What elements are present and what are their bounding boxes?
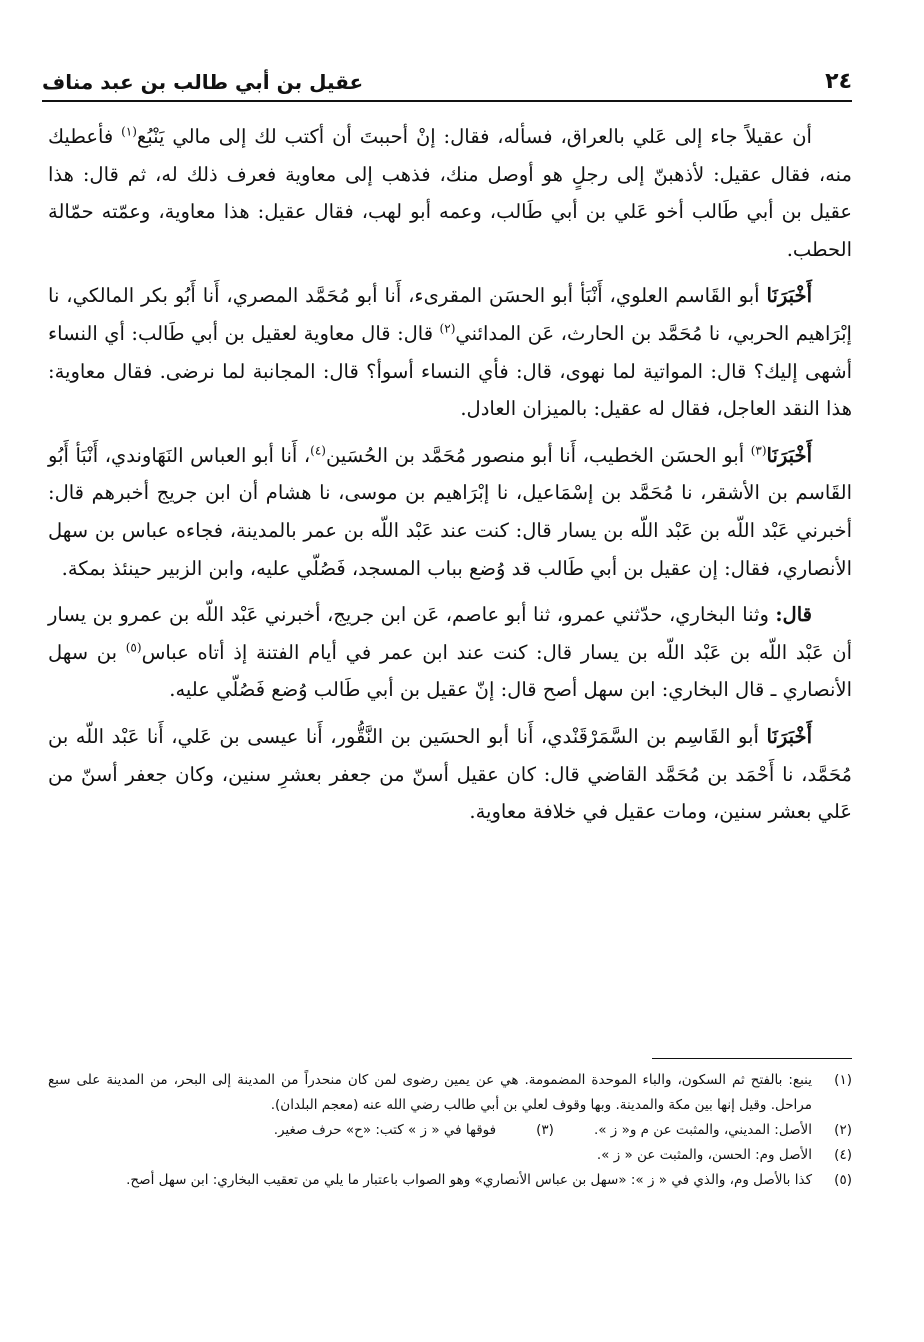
footnote-text: فوقها في « ز » كتب: «ح» حرف صغير. xyxy=(273,1122,497,1138)
page-header xyxy=(42,62,852,94)
footnote-ref-5: (٥) xyxy=(125,640,142,655)
paragraph-text: أبو القَاسِم بن السَّمَرْقَنْدي، أَنا أبو الحسَين بن النَّقُّور، أَنا عيسى بن عَلي، أَنا عَبْد اللّه بن مُحَمَّد، نا أَحْمَد بن مُحَمَّد القاضي قال: كان عقيل أسنّ من جعفر بعشرِ سنين، وكان جعفر أسنّ من عَلي بعشر سنين، ومات عقيل في خلافة معاوية. xyxy=(48,724,852,824)
isnad-lead: أَخْبَرَنَا xyxy=(766,284,812,308)
paragraph-4 xyxy=(48,596,852,709)
footnote-divider xyxy=(652,1058,852,1059)
footnote-ref-2: (٢) xyxy=(439,321,456,336)
paragraph-text: ، أَنا أبو العباس النَهَاوندي، أَنْبَأ أَبُو القَاسم بن الأشقر، نا مُحَمَّد بن إسْمَاعيل، نا إبْرَاهيم بن موسى، نا هشام أن ابن جريج أخبرهم قال: أخبرني عَبْد اللّه بن عَبْد اللّه بن يسار قال: كنت عند عَبْد اللّه بن عمر بالمدينة، فجاءه عباس بن سهل الأنصاري، فقال: إن عقيل بن أبي طَالب قد وُضع بباب المسجد، فَصُلّي عليه، وابن الزبير حينئذ بمكة. xyxy=(48,443,852,580)
paragraph-text: فأعطيك منه، فقال عقيل: لأذهبنّ إلى رجلٍ هو أوصل منك، فذهب إلى معاوية فعرف ذلك له، ثم قال: هذا عقيل بن أبي طَالب أخو عَلي بن أبي طَالب، وعمه أبو لهب، فقال عقيل: هذا معاوية، وعمّته حمّالة الحطب. xyxy=(48,125,852,261)
footnote-number: (٥) xyxy=(834,1172,852,1188)
footnote-4 xyxy=(48,1143,852,1168)
footnote-ref-4: (٤) xyxy=(310,443,326,458)
paragraph-text: وثنا البخاري، حدّثني عمرو، ثنا أبو عاصم، عَن ابن جريج، أخبرني عَبْد اللّه بن عمرو بن يسار أن عَبْد اللّه بن عَبْد اللّه بن يسار قال: كنت عند ابن عمر في أيام الفتنة إذ أتاه عباس xyxy=(48,603,853,664)
footnote-1 xyxy=(48,1068,852,1118)
paragraph-text: أبو الحسَن الخطيب، أَنا أبو منصور مُحَمَّد بن الحُسَين xyxy=(325,443,751,467)
paragraph-text: قال: قال معاوية لعقيل بن أبي طَالب: أي النساء أشهى إليك؟ قال: المواتية لما نهوى، قال: فأي النساء أسوأ؟ قال: المجانبة لما نرضى. فقال معاوية: هذا النقد العاجل، فقال له عقيل: بالميزان العادل. xyxy=(48,321,852,421)
footnote-text: الأصل وم: الحسن، والمثبت عن « ز ». xyxy=(596,1147,812,1163)
paragraph-text: أن عقيلاً جاء إلى عَلي بالعراق، فسأله، فقال: إنْ أحببتَ أن أكتب لك إلى مالي يَنْبُع xyxy=(136,125,812,148)
footnote-number: (٢) xyxy=(834,1122,852,1138)
running-head: عقيل بن أبي طالب بن عبد مناف xyxy=(42,70,364,94)
footnote-5 xyxy=(48,1168,852,1193)
isnad-lead: قال: xyxy=(775,603,812,627)
page-number: ٢٤ xyxy=(825,69,852,94)
paragraph-5 xyxy=(48,718,852,831)
paragraph-3 xyxy=(48,437,852,587)
footnote-text: الأصل: المديني، والمثبت عن م و« ز ». xyxy=(593,1122,812,1138)
isnad-lead: أَخْبَرَنَا xyxy=(766,724,812,748)
paragraph-1 xyxy=(48,118,852,268)
main-text xyxy=(48,118,852,840)
footnote-number: (٤) xyxy=(834,1147,852,1163)
footnote-text: ينبع: بالفتح ثم السكون، والباء الموحدة المضمومة. هي عن يمين رضوى لمن كان منحدراً من المدينة إلى البحر، من المدينة على سبع مراحل. وقيل إنها بين مكة والمدينة. وبها وقوف لعلي بن أبي طالب رضي الله عنه (معجم البلدان). xyxy=(48,1072,812,1113)
footnote-pair xyxy=(48,1118,812,1143)
footnote-2-3 xyxy=(48,1118,852,1143)
footnote-number: (١) xyxy=(834,1072,852,1088)
footnotes xyxy=(48,1068,852,1193)
header-divider xyxy=(42,100,852,102)
footnote-number: (٣) xyxy=(536,1122,554,1138)
paragraph-text: بن سهل الأنصاري ـ قال البخاري: ابن سهل أصح قال: إنّ عقيل بن أبي طَالب وُضع فَصُلّي عليه. xyxy=(48,640,852,702)
paragraph-text: أبو القَاسم العلوي، أَنْبَأ أبو الحسَن المقرىء، أَنا أبو مُحَمَّد المصري، أَنا أَبُو بكر المالكي، نا إبْرَاهيم الحربي، نا مُحَمَّد بن الحارث، عَن المدائني xyxy=(48,284,852,345)
isnad-lead: أَخْبَرَنَا xyxy=(766,443,812,467)
footnote-ref-3: (٣) xyxy=(750,443,767,458)
footnote-text: كذا بالأصل وم، والذي في « ز »: «سهل بن عباس الأنصاري» وهو الصواب باعتبار ما يلي من تعقيب البخاري: ابن سهل أصح. xyxy=(126,1172,812,1188)
footnote-ref-1: (١) xyxy=(121,124,137,139)
paragraph-2 xyxy=(48,277,852,427)
